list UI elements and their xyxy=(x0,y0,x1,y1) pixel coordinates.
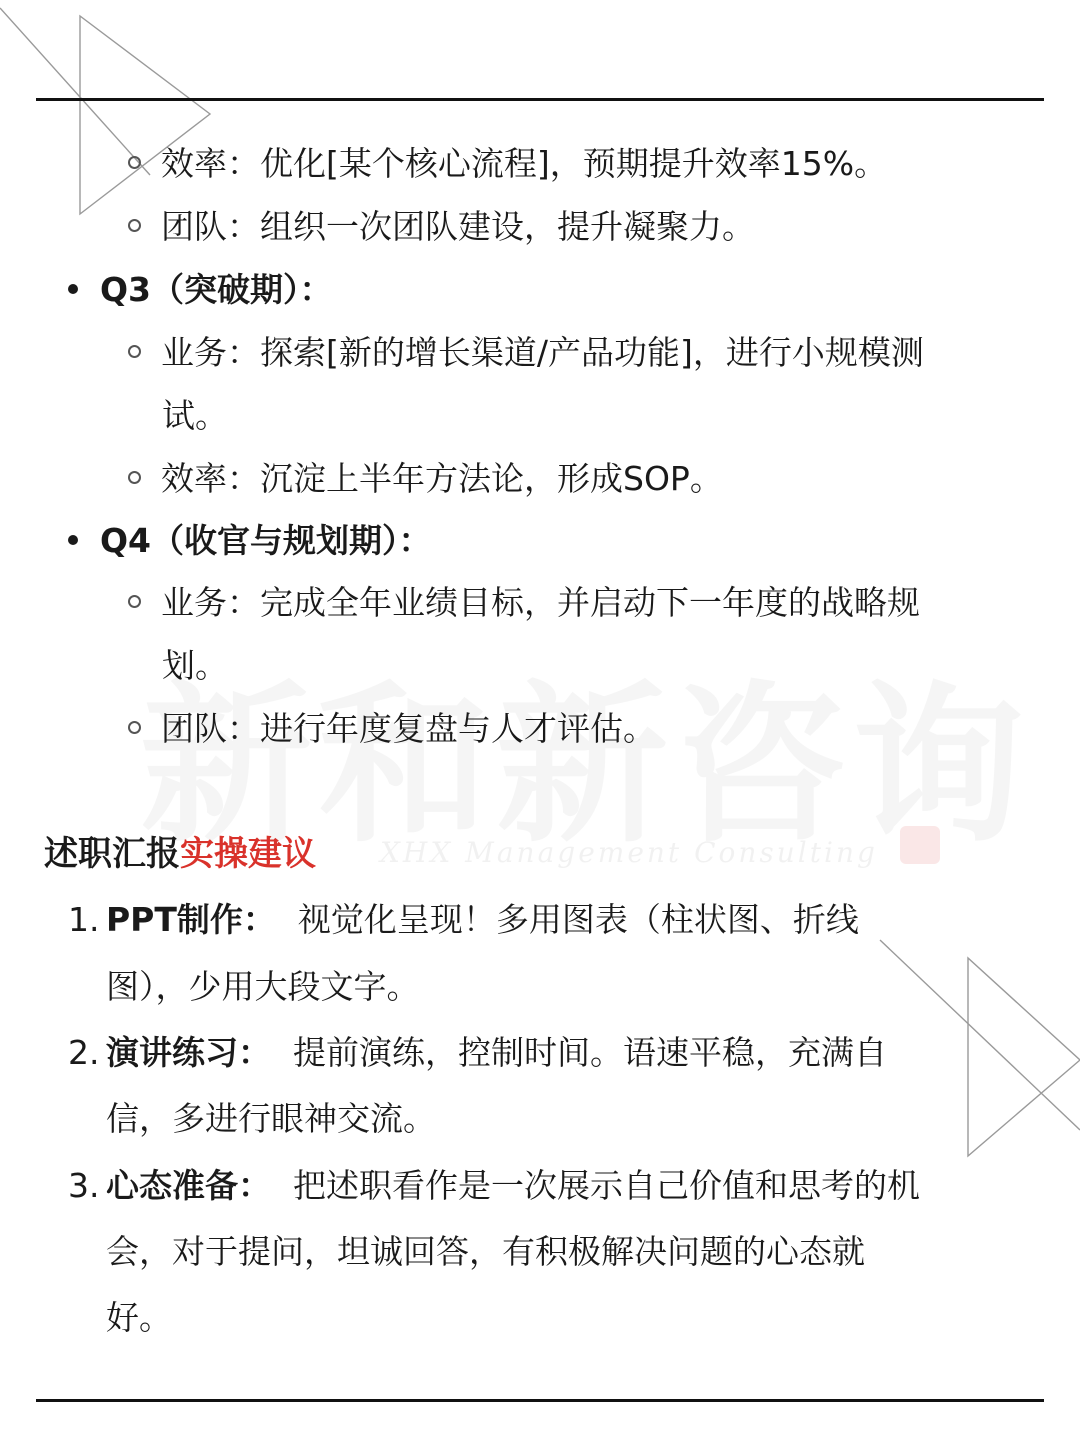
numbered-item xyxy=(68,1031,887,1075)
bullet-icon xyxy=(68,284,78,294)
item-number: 3. xyxy=(68,1166,100,1205)
q4-heading: Q4（收官与规划期）： xyxy=(68,519,432,563)
item-text-continuation: 会，对于提问，坦诚回答，有积极解决问题的心态就 xyxy=(106,1232,865,1271)
item-text-continuation: 划。 xyxy=(162,646,228,685)
item-text: 业务：完成全年业绩目标，并启动下一年度的战略规 xyxy=(161,583,920,622)
item-text: 效率：优化[某个核心流程]，预期提升效率15%。 xyxy=(161,144,888,183)
top-divider xyxy=(36,98,1044,101)
item-text: 业务：探索[新的增长渠道/产品功能]，进行小规模测 xyxy=(161,333,924,372)
circle-bullet-icon xyxy=(128,595,141,608)
item-label: 演讲练习： xyxy=(106,1033,271,1072)
section-title-accent: 实操建议 xyxy=(180,834,316,874)
list-item xyxy=(128,457,723,501)
circle-bullet-icon xyxy=(128,219,141,232)
q3-heading: Q3（突破期）： xyxy=(68,268,333,312)
item-text-continuation: 信，多进行眼神交流。 xyxy=(106,1099,436,1138)
item-text-continuation: 试。 xyxy=(162,396,228,435)
list-item xyxy=(128,707,656,751)
item-text: 团队：组织一次团队建设，提升凝聚力。 xyxy=(161,207,755,246)
numbered-item xyxy=(68,898,859,942)
circle-bullet-icon xyxy=(128,156,141,169)
item-label: 心态准备： xyxy=(106,1166,271,1205)
item-number: 2. xyxy=(68,1033,100,1072)
circle-bullet-icon xyxy=(128,721,141,734)
item-text-continuation: 图），少用大段文字。 xyxy=(106,967,420,1006)
item-text: 提前演练，控制时间。语速平稳，充满自 xyxy=(293,1033,887,1072)
item-text: 把述职看作是一次展示自己价值和思考的机 xyxy=(293,1166,920,1205)
list-item xyxy=(128,581,920,625)
section-title: 述职汇报实操建议 xyxy=(44,834,316,874)
item-number: 1. xyxy=(68,900,100,939)
item-text: 效率：沉淀上半年方法论，形成SOP。 xyxy=(161,459,723,498)
item-text: 团队：进行年度复盘与人才评估。 xyxy=(161,709,656,748)
item-text: 视觉化呈现！多用图表（柱状图、折线 xyxy=(297,900,859,939)
circle-bullet-icon xyxy=(128,345,141,358)
circle-bullet-icon xyxy=(128,471,141,484)
list-item xyxy=(128,142,887,186)
item-label: PPT制作： xyxy=(106,900,276,939)
watermark-seal xyxy=(900,826,940,864)
bullet-icon xyxy=(68,535,78,545)
item-text-continuation: 好。 xyxy=(106,1298,172,1337)
list-item xyxy=(128,331,924,375)
numbered-item xyxy=(68,1164,920,1208)
watermark-english: XHX Management Consulting xyxy=(380,836,878,869)
list-item xyxy=(128,205,755,249)
bottom-divider xyxy=(36,1399,1044,1402)
